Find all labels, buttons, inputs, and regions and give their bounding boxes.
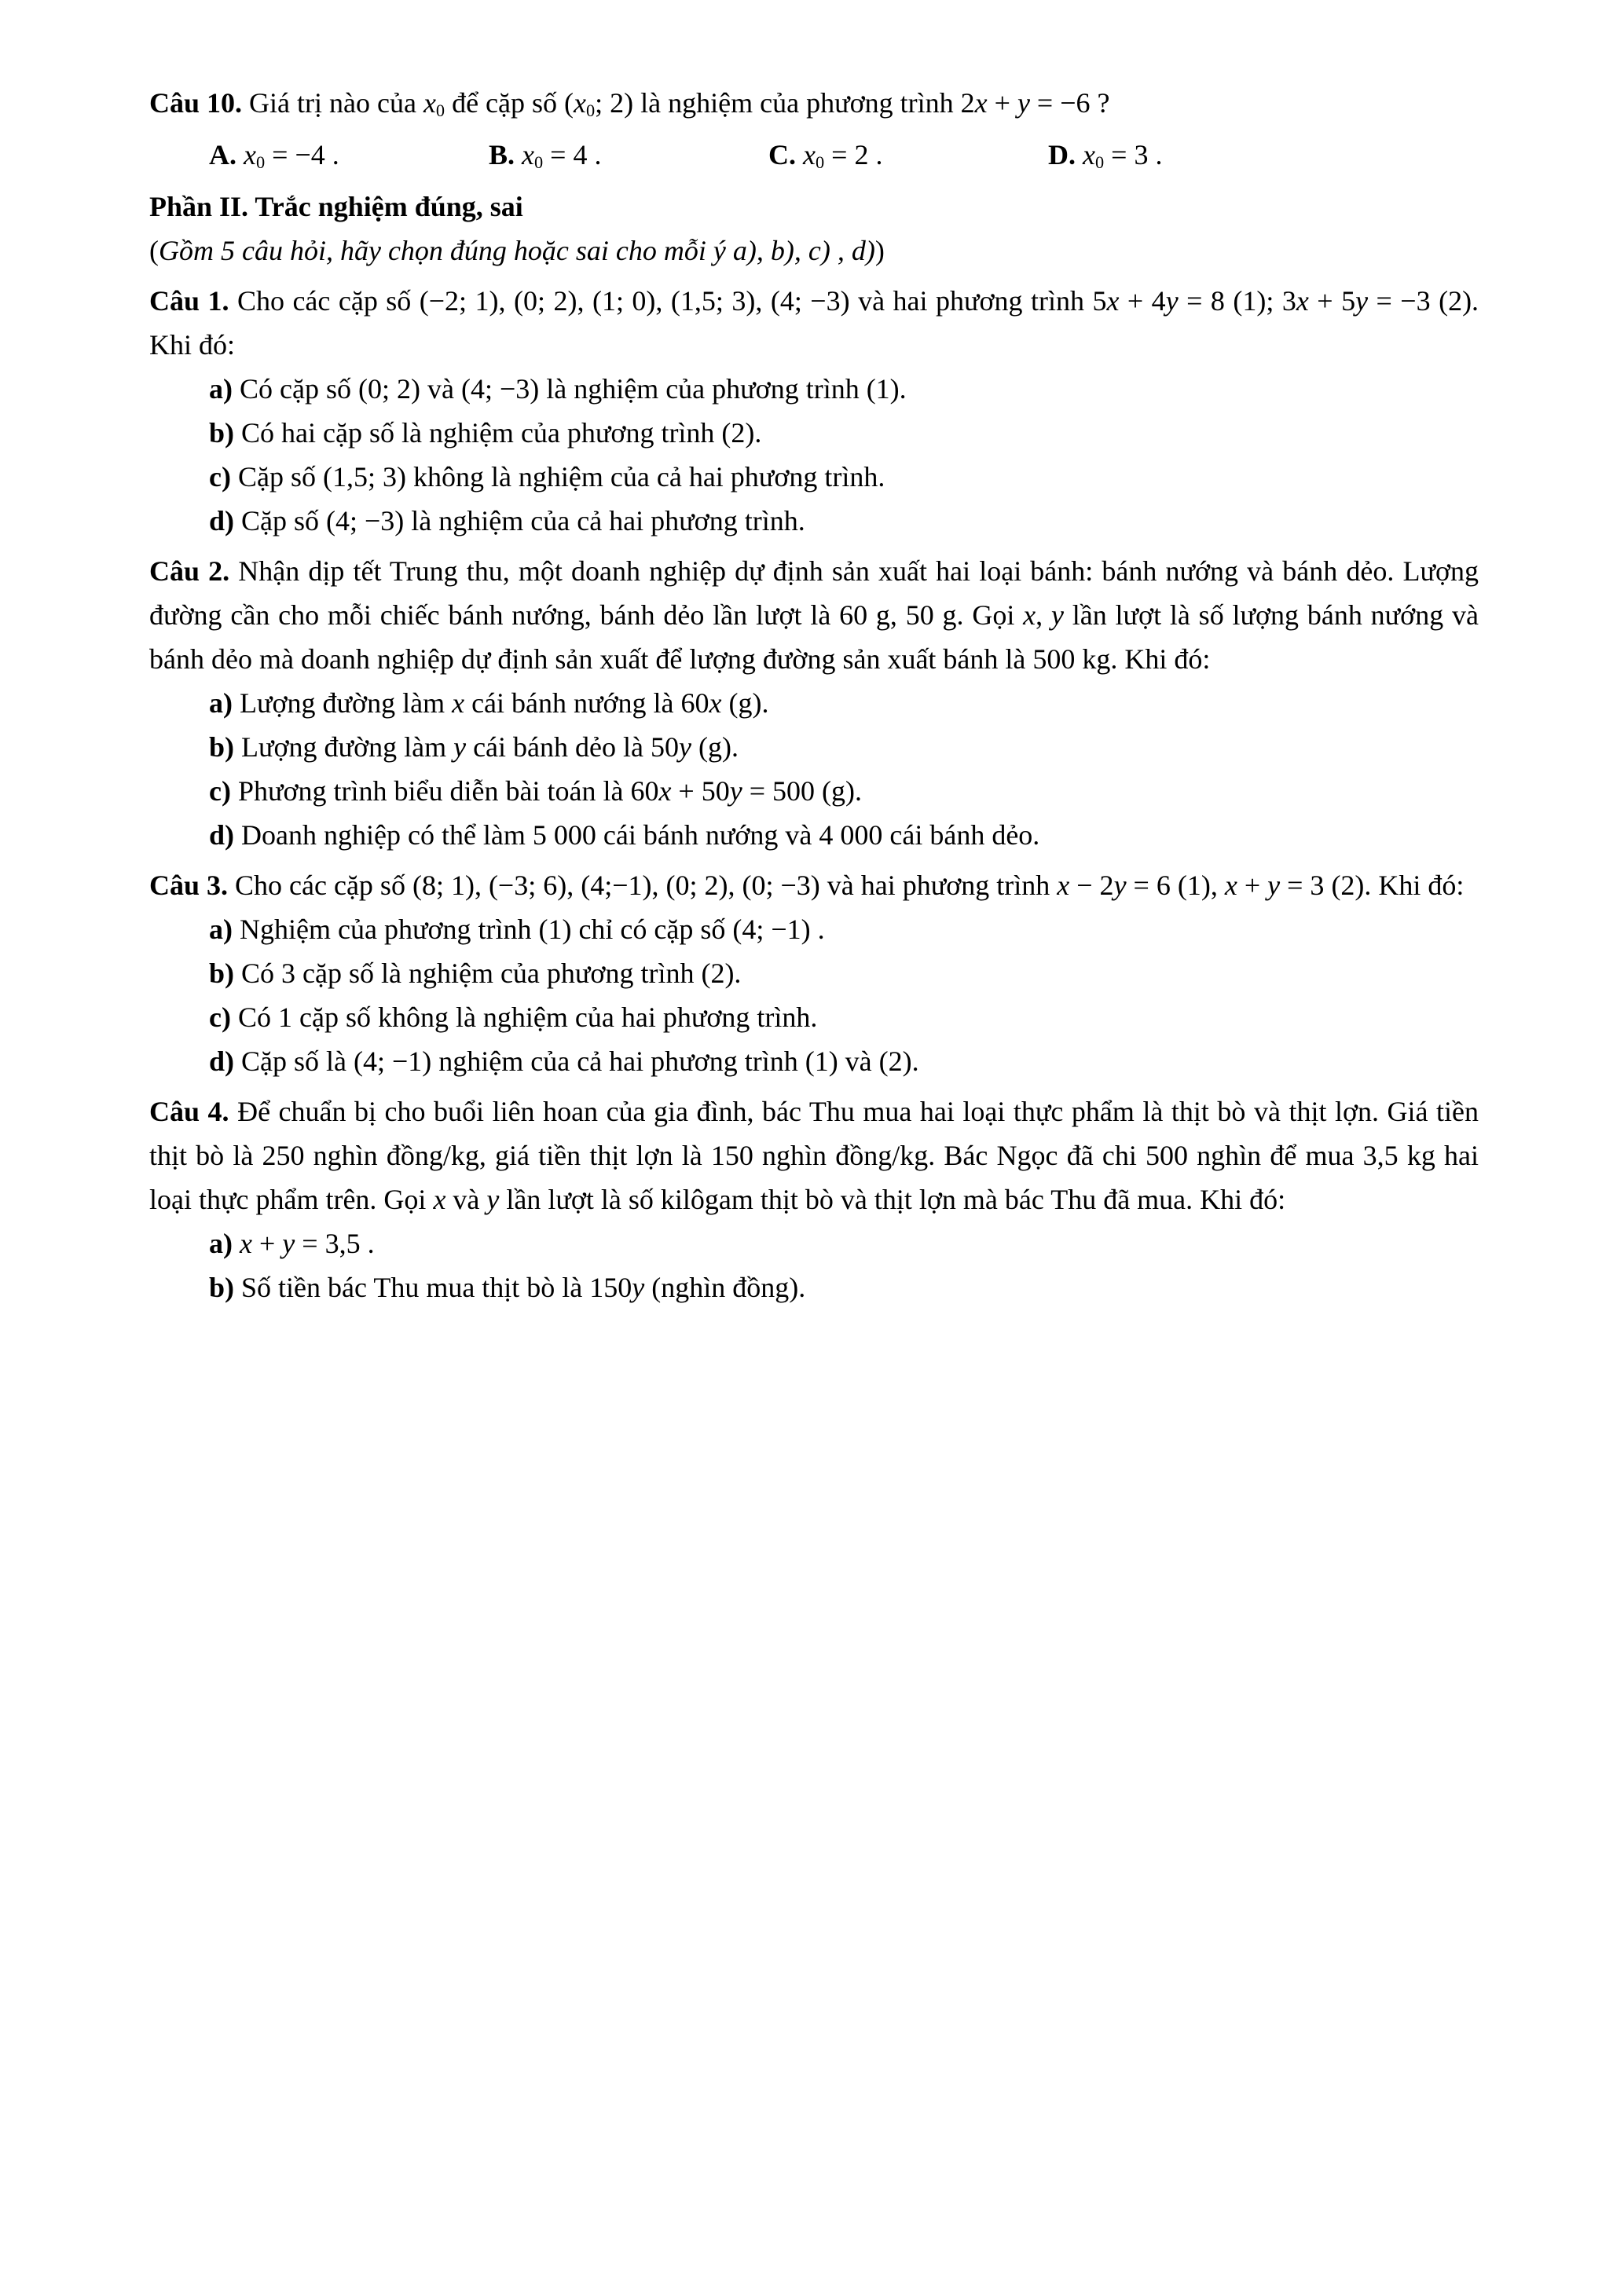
math-expression: [1057, 870, 1171, 901]
text-segment: (−2; 1): [419, 284, 499, 317]
text-segment: 150: [589, 1271, 632, 1303]
text-segment: Cho các cặp số: [228, 869, 412, 901]
text-segment: d): [209, 1045, 235, 1077]
option-d: [1048, 133, 1162, 185]
text-segment: d): [209, 504, 235, 536]
text-segment: ,: [498, 284, 515, 317]
math-expression: [412, 870, 475, 901]
text-segment: lần lượt là số kilôgam thịt bò và thịt lợn mà bác Thu đã mua. Khi đó:: [499, 1183, 1286, 1215]
text-segment: Nghiệm của phương trình (1) chỉ có cặp số: [233, 913, 733, 945]
text-segment: (0; 2): [514, 284, 577, 317]
text-segment: (nghìn đồng).: [644, 1271, 806, 1303]
text-segment: 5: [1092, 284, 1107, 317]
text-segment: Doanh nghiệp có thể làm: [234, 818, 533, 851]
math-variable: x: [1296, 284, 1309, 317]
math-variable: y: [729, 774, 742, 807]
text-segment: nghiệm của cả hai phương trình (1) và (2).: [431, 1045, 919, 1077]
text-segment: (4; −1): [732, 913, 811, 945]
text-segment: 60: [680, 687, 709, 719]
math-expression: [514, 285, 577, 317]
math-variable: x: [1083, 138, 1095, 170]
text-segment: ,: [566, 869, 581, 901]
text-segment: +: [987, 87, 1017, 119]
text-segment: d): [209, 818, 235, 851]
math-expression: [961, 87, 1091, 119]
text-segment: [1076, 139, 1083, 170]
math-expression: [819, 819, 882, 851]
text-segment: (2). Khi đó:: [149, 284, 1479, 361]
text-segment: và: [445, 1183, 487, 1215]
text-segment: Để chuẩn bị cho buổi liên hoan của gia đình, bác Thu mua hai loại thực phẩm là thịt bò và thịt lợn. Giá tiền thịt bò là 250 nghìn đồng/kg, giá tiền thịt lợn là 150 nghìn đồng/kg. Bác Ngọc đã chi 500 nghìn để mua: [149, 1095, 1479, 1171]
text-segment: b): [209, 731, 235, 763]
text-segment: .: [868, 138, 883, 170]
text-segment: .: [1148, 138, 1163, 170]
math-expression: [326, 505, 404, 536]
text-segment: ,: [474, 869, 489, 901]
math-expression: [1092, 285, 1224, 317]
cau-10-options: [149, 133, 1479, 185]
text-segment: (g).: [815, 774, 863, 807]
text-segment: = 8: [1178, 284, 1225, 317]
text-segment: ?: [1090, 87, 1110, 119]
text-segment: Nhận dịp tết Trung thu, một doanh nghiệp dự định sản xuất hai loại bánh: bánh nướng và bánh dẻo. Lượng đường cần cho mỗi chiếc bánh nướng, bánh dẻo lần lượt là 60 g, 50 g. Gọi: [149, 555, 1479, 631]
math-expression: [489, 870, 566, 901]
math-variable: y: [678, 731, 691, 763]
math-expression: [771, 285, 850, 317]
text-segment: .: [360, 1227, 375, 1259]
cau-1b: [149, 411, 1479, 455]
text-segment: 0: [815, 152, 825, 172]
text-segment: = 2: [824, 138, 869, 170]
math-expression: [533, 819, 596, 851]
text-segment: +: [1237, 869, 1268, 901]
phan-2-heading: [149, 185, 1479, 229]
math-variable: x: [1106, 284, 1120, 317]
math-expression: [1083, 139, 1148, 170]
text-segment: = 500: [742, 774, 816, 807]
math-expression: [461, 373, 539, 405]
text-segment: = 3,5: [295, 1227, 361, 1259]
text-segment: Câu 4.: [149, 1095, 229, 1127]
text-segment: (0; −3): [742, 869, 820, 901]
text-segment: + 5: [1308, 284, 1356, 317]
math-expression: [732, 914, 810, 945]
text-segment: Phương trình biểu diễn bài toán là: [230, 774, 631, 807]
math-variable: x: [1224, 869, 1237, 901]
math-expression: [1363, 1140, 1399, 1171]
cau-4: [149, 1089, 1479, 1221]
cau-2c: [149, 769, 1479, 813]
text-segment: 0: [586, 100, 596, 120]
text-segment: Lượng đường làm: [233, 687, 453, 719]
math-variable: y: [1355, 284, 1369, 317]
math-variable: x: [240, 1227, 252, 1259]
text-segment: a): [209, 687, 233, 719]
math-expression: [323, 461, 406, 493]
text-segment: c): [209, 1001, 231, 1033]
text-segment: +: [251, 1227, 283, 1259]
math-variable: y: [1165, 284, 1179, 317]
text-segment: Cho các cặp số: [229, 284, 420, 317]
text-segment: [233, 1228, 240, 1259]
math-expression: [354, 1045, 431, 1077]
document-body: [149, 75, 1479, 1309]
text-segment: ,: [655, 284, 671, 317]
text-segment: là nghiệm của phương trình: [633, 87, 961, 119]
math-variable: y: [282, 1227, 295, 1259]
option-label: A.: [209, 138, 236, 170]
cau-3d: [149, 1039, 1479, 1083]
math-expression: [666, 870, 728, 901]
text-segment: để cặp số: [445, 87, 565, 119]
text-segment: c): [209, 774, 231, 807]
text-segment: (1,5; 3): [670, 284, 756, 317]
text-segment: (1; 0): [592, 284, 656, 317]
text-segment: Câu 3.: [149, 869, 229, 901]
text-segment: (1);: [1224, 284, 1282, 317]
math-expression: [1282, 285, 1431, 317]
text-segment: = −3: [1368, 284, 1431, 317]
text-segment: (8; 1): [412, 869, 475, 901]
text-segment: = 3: [1104, 138, 1149, 170]
math-expression: [592, 285, 655, 317]
text-segment: [796, 139, 803, 170]
text-segment: cái bánh nướng và: [596, 818, 819, 851]
text-segment: 50: [650, 731, 679, 763]
math-variable: x: [574, 87, 587, 119]
text-segment: và hai phương trình: [849, 284, 1093, 317]
math-variable: x: [803, 138, 816, 170]
text-segment: Có 1 cặp số không là nghiệm của hai phương trình.: [230, 1001, 818, 1033]
text-segment: cái bánh dẻo.: [882, 818, 1040, 851]
text-segment: a): [209, 372, 233, 405]
text-segment: + 4: [1119, 284, 1166, 317]
text-segment: a): [209, 913, 233, 945]
math-expression: [671, 285, 755, 317]
math-variable: y: [1050, 599, 1064, 631]
text-segment: lần lượt là số lượng bánh nướng và bánh dẻo mà doanh nghiệp dự định sản xuất để lượng đường sản xuất bánh là 500 kg. Khi đó:: [149, 599, 1479, 675]
text-segment: 0: [255, 152, 266, 172]
cau-4a: [149, 1221, 1479, 1265]
text-segment: (2). Khi đó:: [1324, 869, 1465, 901]
text-segment: (: [564, 87, 574, 119]
text-segment: không là nghiệm của cả hai phương trình.: [405, 460, 885, 493]
cau-4b: [149, 1265, 1479, 1309]
cau-2b: [149, 725, 1479, 769]
cau-3: [149, 863, 1479, 907]
option-label: D.: [1048, 138, 1076, 170]
text-segment: ): [874, 234, 885, 266]
math-variable: x: [244, 138, 256, 170]
text-segment: (0; 2): [665, 869, 728, 901]
text-segment: Cặp số là: [234, 1045, 354, 1077]
math-variable: x: [452, 687, 465, 719]
text-segment: = 4: [543, 138, 588, 170]
math-variable: y: [453, 731, 467, 763]
math-variable: x: [1023, 599, 1036, 631]
text-segment: kg hai loại thực phẩm trên. Gọi: [149, 1139, 1479, 1215]
math-variable: y: [1017, 87, 1030, 119]
math-expression: [630, 775, 815, 807]
math-variable: x: [974, 87, 988, 119]
text-segment: và: [420, 372, 461, 405]
text-segment: Lượng đường làm: [234, 731, 454, 763]
text-segment: 0: [435, 100, 445, 120]
text-segment: (4; −3): [460, 372, 540, 405]
cau-2: [149, 549, 1479, 681]
cau-10: [149, 81, 1479, 133]
math-variable: y: [1113, 869, 1127, 901]
text-segment: b): [209, 957, 235, 989]
math-variable: x: [522, 138, 534, 170]
text-segment: Cặp số: [234, 504, 327, 536]
math-expression: [240, 1228, 361, 1259]
text-segment: ,: [755, 284, 771, 317]
text-segment: ,: [577, 284, 592, 317]
math-expression: [581, 870, 651, 901]
cau-1a: [149, 367, 1479, 411]
text-segment: [515, 139, 522, 170]
math-expression: [358, 373, 420, 405]
math-expression: [1225, 870, 1325, 901]
text-segment: Câu 10.: [149, 87, 243, 119]
text-segment: − 2: [1069, 869, 1114, 901]
cau-3b: [149, 951, 1479, 995]
text-segment: b): [209, 416, 235, 449]
text-segment: a): [209, 1227, 233, 1259]
text-segment: (4; −3): [770, 284, 850, 317]
text-segment: (0; 2): [357, 372, 420, 405]
math-expression: [742, 870, 819, 901]
option-label: C.: [768, 138, 796, 170]
text-segment: ,: [1036, 599, 1051, 631]
text-segment: (g).: [721, 687, 769, 719]
text-segment: là nghiệm của phương trình (1).: [539, 372, 907, 405]
math-expression: [651, 731, 691, 763]
text-segment: .: [587, 138, 602, 170]
text-segment: (4; −3): [326, 504, 405, 536]
math-expression: [681, 687, 722, 719]
option-label: B.: [489, 138, 515, 170]
text-segment: 3: [1281, 284, 1296, 317]
text-segment: ; 2): [595, 87, 634, 119]
text-segment: Cặp số: [230, 460, 323, 493]
text-segment: Phần II. Trắc nghiệm đúng, sai: [149, 190, 523, 222]
text-segment: 60: [630, 774, 659, 807]
text-segment: (4; −1): [354, 1045, 432, 1077]
text-segment: = −4: [265, 138, 325, 170]
math-variable: x: [658, 774, 672, 807]
phan-2-note: [149, 229, 1479, 273]
text-segment: 2: [960, 87, 975, 119]
text-segment: Câu 1.: [149, 284, 229, 317]
text-segment: 0: [1094, 152, 1105, 172]
text-segment: cái bánh dẻo là: [466, 731, 651, 763]
text-segment: Giá trị nào của: [242, 87, 423, 119]
text-segment: .: [324, 138, 339, 170]
text-segment: = 3: [1280, 869, 1325, 901]
text-segment: + 50: [671, 774, 730, 807]
text-segment: 4 000: [819, 818, 883, 851]
math-variable: x: [1057, 869, 1070, 901]
text-segment: Câu 2.: [149, 555, 230, 587]
text-segment: c): [209, 460, 231, 493]
text-segment: (g).: [691, 731, 739, 763]
cau-2d: [149, 813, 1479, 857]
text-segment: (4;−1): [581, 869, 652, 901]
text-segment: Có 3 cặp số là nghiệm của phương trình (2).: [234, 957, 742, 989]
math-expression: [522, 139, 587, 170]
option-c: [768, 133, 1048, 185]
text-segment: b): [209, 1271, 235, 1303]
math-expression: [244, 139, 325, 170]
text-segment: 0: [534, 152, 544, 172]
math-variable: y: [486, 1183, 500, 1215]
text-segment: = 6: [1126, 869, 1171, 901]
text-segment: Số tiền bác Thu mua thịt bò là: [234, 1271, 590, 1303]
math-expression: [589, 1272, 644, 1303]
math-expression: [564, 87, 633, 119]
text-segment: cái bánh nướng là: [464, 687, 681, 719]
math-variable: y: [1267, 869, 1281, 901]
math-expression: [423, 87, 445, 119]
text-segment: = −6: [1029, 87, 1091, 119]
cau-1: [149, 279, 1479, 367]
math-variable: x: [423, 87, 436, 119]
text-segment: (1,5; 3): [322, 460, 406, 493]
text-segment: [236, 139, 244, 170]
option-b: [489, 133, 768, 185]
text-segment: Có cặp số: [233, 372, 358, 405]
text-segment: (1),: [1170, 869, 1225, 901]
text-segment: ,: [651, 869, 666, 901]
text-segment: Có hai cặp số là nghiệm của phương trình (2).: [234, 416, 762, 449]
cau-1c: [149, 455, 1479, 499]
math-variable: x: [709, 687, 722, 719]
cau-1d: [149, 499, 1479, 543]
math-variable: Gồm 5 câu hỏi, hãy chọn đúng hoặc sai cho mỗi ý a), b), c) , d): [159, 234, 875, 266]
cau-3c: [149, 995, 1479, 1039]
cau-2a: [149, 681, 1479, 725]
text-segment: là nghiệm của cả hai phương trình.: [404, 504, 805, 536]
text-segment: (−3; 6): [488, 869, 567, 901]
option-a: [209, 133, 489, 185]
text-segment: 3,5: [1362, 1139, 1399, 1171]
math-variable: y: [632, 1271, 645, 1303]
text-segment: và hai phương trình: [819, 869, 1058, 901]
text-segment: 5 000: [532, 818, 596, 851]
text-segment: ,: [728, 869, 742, 901]
text-segment: .: [810, 913, 825, 945]
cau-3a: [149, 907, 1479, 951]
math-expression: [803, 139, 868, 170]
text-segment: (: [149, 234, 159, 266]
math-variable: x: [433, 1183, 446, 1215]
math-expression: [420, 285, 499, 317]
